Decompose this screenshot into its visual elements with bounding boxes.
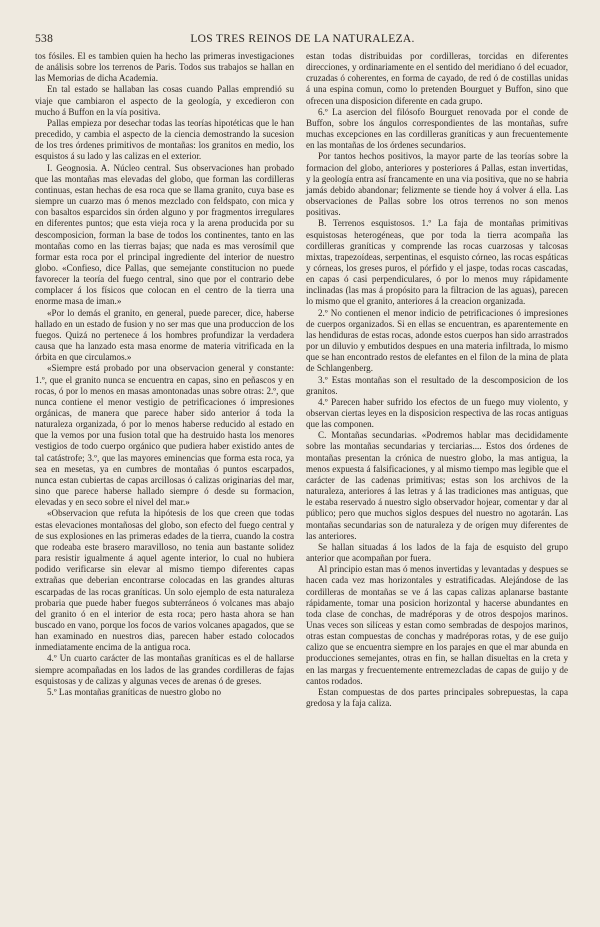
paragraph: Se hallan situadas á los lados de la faja de esquisto del grupo anterior que acompañan por fuera. <box>306 541 568 564</box>
page-number: 538 <box>35 33 54 45</box>
paragraph: I. Geognosia. A. Núcleo central. Sus observaciones han probado que las montañas mas elevadas del globo, que forman las cordilleras continuas, estan hechas de esa roca que se llama granito, cuya base es siempre un cuarzo mas ó menos mezclado con feldspato, con mica y con basaltos esparcidos sin órden alguno y por fragmentos irregulares en diferentes puntos; que esta vieja roca y la arena producida por su descomposicion, forman la base de todos los continentes, tanto en las montañas como en las tierras bajas; que nada es mas verosímil que formar esta roca por el principal ingrediente del interior de nuestro globo. «Confieso, dice Pallas, que semejante constitucion no puede favorecer la teoría del fuego central, sino que por el contrario debe complacer á los físicos que colocan en el centro de la tierra una enorme masa de iman.» <box>35 162 294 307</box>
paragraph: 4.º Parecen haber sufrido los efectos de un fuego muy violento, y observan ciertas leyes en la disposicion respectiva de las rocas antiguas que las componen. <box>306 396 568 430</box>
paragraph: «Por lo demás el granito, en general, puede parecer, dice, haberse hallado en un estado de fusion y no ser mas que una produccion de los fuegos. Quizá no pertenece á los hombres profundizar la verdadera causa que ha lanzado esta masa enorme de materia vitrificada en la órbita en que circulamos.» <box>35 307 294 363</box>
page-header <box>35 33 570 49</box>
paragraph: tos fósiles. El es tambien quien ha hecho las primeras investigaciones de análisis sobre los terrenos de Paris. Todos sus trabajos se hallan en las Memorias de dicha Academia. <box>35 51 294 84</box>
right-column <box>306 51 568 709</box>
paragraph: 3.º Estas montañas son el resultado de la descomposicion de los granitos. <box>306 374 568 396</box>
paragraph: B. Terrenos esquistosos. 1.º La faja de montañas primitivas esquistosas heterogéneas, que por toda la tierra acompaña las cordilleras graníticas y comprende las rocas cuarzosas y talcosas mixtas, trapezoídeas, serpentinas, el esquisto córneo, las rocas espáticas y córneas, los greses puros, el pórfido y el jaspe, todas rocas cascadas, en capas ó casi perpendiculares, ó por lo menos muy rápidamente inclinadas (las mas á propósito para la filtracion de las aguas), parecen lo mismo que el granito, anteriores á la creacion organizada. <box>306 218 568 307</box>
running-title: LOS TRES REINOS DE LA NATURALEZA. <box>190 33 415 45</box>
paragraph: En tal estado se hallaban las cosas cuando Pallas emprendió su viaje que cambiaron el aspecto de la geología, y excedieron con mucho á Buffon en la vía positiva. <box>35 84 294 117</box>
paragraph: «Observacion que refuta la hipótesis de los que creen que todas estas elevaciones montañosas del globo, son efecto del fuego central y de sus explosiones en las primeras edades de la tierra, cuando la costra que rodeaba este brasero maravilloso, no tenia aun bastante solidez para resistir igualmente á aquel agente interior, lo cual no hubiera podido verificarse sin elevar al mismo tiempo diferentes capas extrañas que deberian encontrarse colocadas en las grandes alturas escarpadas de las rocas graníticas. Un solo ejemplo de esta naturaleza probaria que puede haber fuegos subterráneos ó volcanes mas abajo del granito ó en el interior de esta roca; pero hasta ahora se han buscado en vano, porque los focos de varios volcanes apagados, que se han examinado en nuestros dias, parecen haber estado colocados inmediatamente encima de la antigua roca. <box>35 508 294 653</box>
paragraph: Por tantos hechos positivos, la mayor parte de las teorías sobre la formacion del globo, anteriores y posteriores á Pallas, estan invertidas, y la geología entra así francamente en una via positiva, que no se habria jamás debido abandonar; felizmente se tiende hoy á volver á ella. Las observaciones de Pallas sobre los otros terrenos no son menos positivas. <box>306 151 568 218</box>
paragraph: C. Montañas secundarias. «Podremos hablar mas decididamente sobre las montañas secundarias y terciarias.... Estos dos órdenes de montañas presentan la crónica de nuestro globo, la mas antigua, la menos expuesta á falsificaciones, y al mismo tiempo mas legible que el carácter de las cadenas primitivas; estas son los archivos de la naturaleza, anteriores á las letras y á las tradiciones mas antiguas, que le estaba reservado á nuestro siglo observador hojear, comentar y dar al público; pero que muchos siglos despues del nuestro no agotarán. Las montañas secundarias son de naturaleza y de orígen muy diferentes de las anteriores. <box>306 430 568 541</box>
paragraph: Pallas empieza por desechar todas las teorías hipotéticas que le han precedido, y cambia el aspecto de la ciencia demostrando la sucesion de los tres órdenes primitivos de montañas: los granitos en medio, los esquistos á su lado y las calizas en el exterior. <box>35 117 294 162</box>
paragraph: 2.º No contienen el menor indicio de petrificaciones ó impresiones de cuerpos organizados. Si en ellas se encuentran, es aparentemente en las hendiduras de estas rocas, adonde estos cuerpos han sido arrastrados por un diluvio y embutidos despues en una materia infiltrada, lo mismo que se han encontrado restos de elefantes en el filon de la mina de plata de Schlangenberg. <box>306 307 568 374</box>
left-column <box>35 51 294 698</box>
paragraph: 5.º Las montañas graníticas de nuestro globo no <box>47 686 222 697</box>
paragraph: estan todas distribuidas por cordilleras, torcidas en diferentes direcciones, y ordinariamente en el sentido del meridiano ó del ecuador, cruzadas ó coherentes, en forma de cayado, de red ó de costillas unidas á una espina comun, como lo pretenden Bourguet y Buffon, sino que ofrecen una disposicion diferente en cada grupo. <box>306 51 568 106</box>
paragraph: Al principio estan mas ó menos invertidas y levantadas y despues se hacen cada vez mas horizontales y estratificadas. Alejándose de las cordilleras de montañas se ve á las capas calizas aplanarse bastante rápidamente, tomar una posicion horizontal y hacerse abundantes en toda clase de conchas, de madréporas y de otros despojos marinos. Unas veces son silíceas y estan como sembradas de despojos marinos, otras estan compuestas de conchas y madréporas rotas, y de ese guijo calizo que se encuentra siempre en los parajes en que el mar abunda en producciones semejantes, otras en fin, se hallan disueltas en la creta y en las margas y frecuentemente entremezcladas de capas de guijo y de cantos rodados. <box>306 564 568 686</box>
paragraph: «Siempre está probado por una observacion general y constante: 1.º, que el granito nunca se encuentra en capas, sino en peñascos y en rocas, ó por lo menos en masas amontonadas unas sobre otras: 2.º, que nunca contiene el menor vestigio de petrificaciones ó impresiones orgánicas, de manera que parece haber sido anterior á toda la naturaleza organizada, ó por lo menos haberse reducido al estado en que la vemos por una fusion total que ha destruido hasta los menores vestigios de todo cuerpo orgánico que pudiera haber existido antes de tal catástrofe; 3.º, que las mayores eminencias que forma esta roca, ya sea en mesetas, ya en cumbres de montañas ó puntos escarpados, nunca estan cubiertas de capas arcillosas ó calizas originarias del mar, sino que parece haberse hallado siempre ó desde su formacion, elevadas y en seco sobre el nivel del mar.» <box>35 363 294 508</box>
paragraph: 6.º La asercion del filósofo Bourguet renovada por el conde de Buffon, sobre los ángulos correspondientes de las montañas, sufre muchas excepciones en las cordilleras graníticas y aun frecuentemente en las montañas de los órdenes secundarios. <box>306 106 568 151</box>
paragraph: Estan compuestas de dos partes principales sobrepuestas, la capa gredosa y la faja caliza. <box>306 686 568 709</box>
paragraph: 4.º Un cuarto carácter de las montañas graníticas es el de hallarse siempre acompañadas en los lados de las grandes cordilleras de fajas esquistosas y de calizas y algunas veces de arenas ó de greses. <box>35 653 294 686</box>
